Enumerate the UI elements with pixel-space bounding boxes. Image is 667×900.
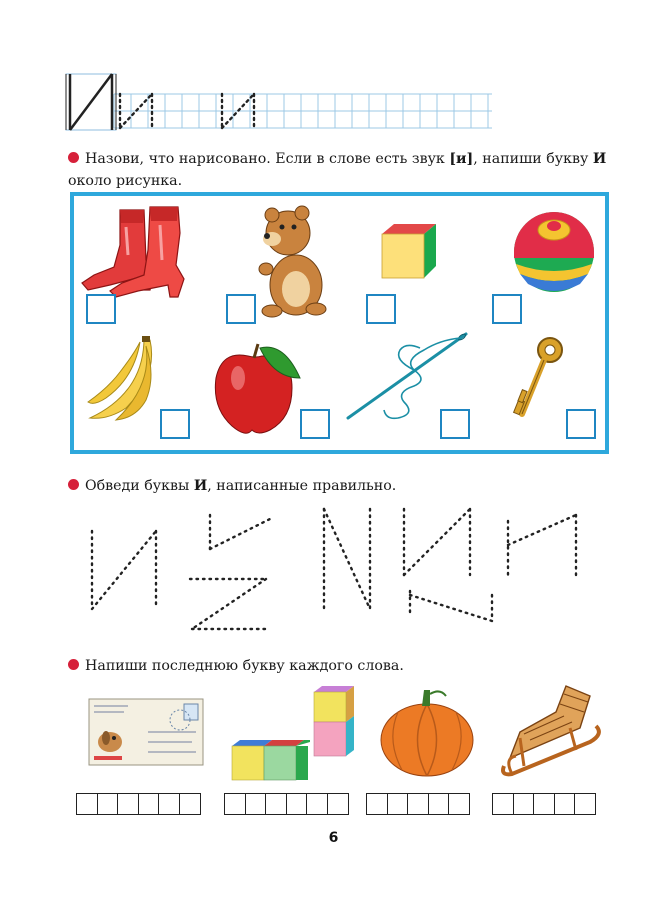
letter-cell[interactable] [327,793,349,815]
envelope-icon [88,698,204,766]
dotted-letter-4[interactable] [404,509,492,621]
letter-cell[interactable] [306,793,328,815]
apple-icon [212,338,304,438]
letter-cell[interactable] [265,793,287,815]
blocks-icon [230,686,356,782]
letter-cell[interactable] [387,793,409,815]
letter-cell[interactable] [554,793,576,815]
bullet-icon [68,479,79,490]
letter-cell[interactable] [224,793,246,815]
word-cells-envelope [76,793,199,815]
boots-icon [80,205,195,300]
page-number: 6 [328,830,339,846]
cube-icon [380,222,440,280]
pumpkin-icon [378,686,476,778]
dotted-letter-5[interactable] [508,515,576,577]
word-cells-blocks [224,793,347,815]
task3-instruction: Напиши последнюю букву каждого слова. [68,655,404,677]
handwriting-grid [64,72,492,130]
letter-cell[interactable] [366,793,388,815]
sled-icon [500,682,606,778]
dotted-letters [80,505,590,635]
answer-box-needle[interactable] [440,409,470,439]
answer-box-spinning-top[interactable] [492,294,522,324]
letter-cell[interactable] [533,793,555,815]
dotted-letter-3[interactable] [324,509,370,609]
task1-instruction: Назови, что нарисовано. Если в слове есть звук [и], напиши букву И около рисунка. [68,151,607,189]
letter-cell[interactable] [138,793,160,815]
letter-cell[interactable] [158,793,180,815]
bear-icon [258,203,330,319]
task2-instruction: Обведи буквы И, написанные правильно. [68,475,396,497]
word-cells-pumpkin [366,793,469,815]
letter-cell[interactable] [76,793,98,815]
spinning-top-icon [510,208,600,294]
dotted-letter-1[interactable] [92,531,156,609]
letter-cell[interactable] [245,793,267,815]
dotted-letter-2[interactable] [190,515,270,629]
answer-box-bananas[interactable] [160,409,190,439]
answer-box-bear[interactable] [226,294,256,324]
letter-cell[interactable] [179,793,201,815]
letter-cell[interactable] [407,793,429,815]
key-icon [508,334,568,426]
bananas-icon [86,336,160,422]
answer-box-key[interactable] [566,409,596,439]
letter-cell[interactable] [513,793,535,815]
bullet-icon [68,152,79,163]
bullet-icon [68,659,79,670]
letter-cell[interactable] [97,793,119,815]
letter-cell[interactable] [448,793,470,815]
word-cells-sled [492,793,595,815]
answer-box-cube[interactable] [366,294,396,324]
answer-box-apple[interactable] [300,409,330,439]
letter-cell[interactable] [286,793,308,815]
letter-cell[interactable] [574,793,596,815]
answer-box-boots[interactable] [86,294,116,324]
letter-cell[interactable] [428,793,450,815]
letter-cell[interactable] [117,793,139,815]
letter-cell[interactable] [492,793,514,815]
